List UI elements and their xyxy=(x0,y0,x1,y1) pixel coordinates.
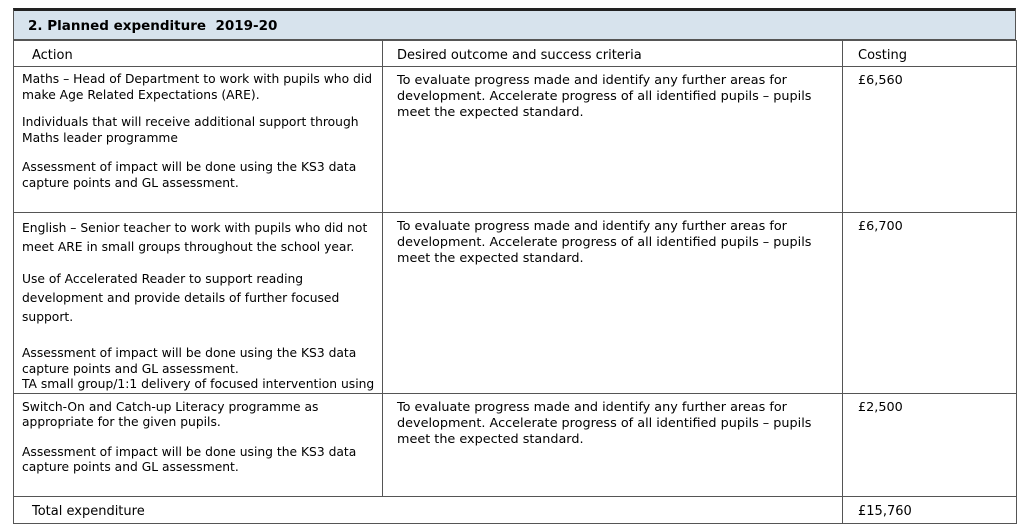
outcome-cell xyxy=(383,213,843,394)
table-row xyxy=(14,393,1017,496)
action-text: Maths – Head of Department to work with pupils who did make Age Related Expectations (ARE). xyxy=(22,72,373,102)
action-cell xyxy=(14,393,383,496)
costing-cell xyxy=(843,393,1017,496)
outcome-cell xyxy=(383,393,843,496)
costing-cell xyxy=(843,67,1017,213)
action-text: Individuals that will receive additional support through Maths leader programme xyxy=(22,115,359,145)
outcome-text: To evaluate progress made and identify any further areas for development. Accelerate progress of all identified pupils – pupils meet the expected standard. xyxy=(397,73,812,120)
outcome-text: To evaluate progress made and identify any further areas for development. Accelerate progress of all identified pupils – pupils meet the expected standard. xyxy=(397,219,812,266)
table-row xyxy=(14,213,1017,394)
action-text: Switch-On and Catch-up Literacy programme as appropriate for the given pupils. xyxy=(22,399,319,429)
expenditure-table xyxy=(13,40,1017,524)
action-text: TA small group/1:1 delivery of focused intervention using xyxy=(22,377,375,391)
planned-expenditure-section xyxy=(13,8,1016,522)
total-row xyxy=(14,496,1017,523)
action-text: Use of Accelerated Reader to support reading development and provide details of further focused support. xyxy=(22,272,340,324)
action-cell xyxy=(14,67,383,213)
costing-value: £6,700 xyxy=(858,219,903,234)
costing-cell xyxy=(843,213,1017,394)
costing-value: £6,560 xyxy=(858,73,903,88)
header-costing-label: Costing xyxy=(858,48,908,63)
total-value: £15,760 xyxy=(858,503,912,519)
total-label: Total expenditure xyxy=(32,503,145,519)
header-outcome xyxy=(383,41,843,67)
section-header xyxy=(13,8,1016,40)
costing-value: £2,500 xyxy=(858,399,903,415)
action-text: Assessment of impact will be done using the KS3 data capture points and GL assessment. xyxy=(22,346,357,376)
total-label-cell xyxy=(14,496,843,523)
action-text: English – Senior teacher to work with pupils who did not meet ARE in small groups throughout the school year. xyxy=(22,221,368,254)
header-outcome-label: Desired outcome and success criteria xyxy=(397,48,642,63)
header-action xyxy=(14,41,383,67)
table-row xyxy=(14,67,1017,213)
header-action-label: Action xyxy=(32,48,73,63)
action-text: Assessment of impact will be done using the KS3 data capture points and GL assessment. xyxy=(22,160,357,190)
outcome-cell xyxy=(383,67,843,213)
header-row xyxy=(14,41,1017,67)
action-cell xyxy=(14,213,383,394)
section-title: 2. Planned expenditure 2019-20 xyxy=(28,18,278,34)
outcome-text: To evaluate progress made and identify any further areas for development. Accelerate progress of all identified pupils – pupils meet the expected standard. xyxy=(397,399,812,447)
action-text: Assessment of impact will be done using the KS3 data capture points and GL assessment. xyxy=(22,444,357,474)
header-costing xyxy=(843,41,1017,67)
total-costing-cell xyxy=(843,496,1017,523)
